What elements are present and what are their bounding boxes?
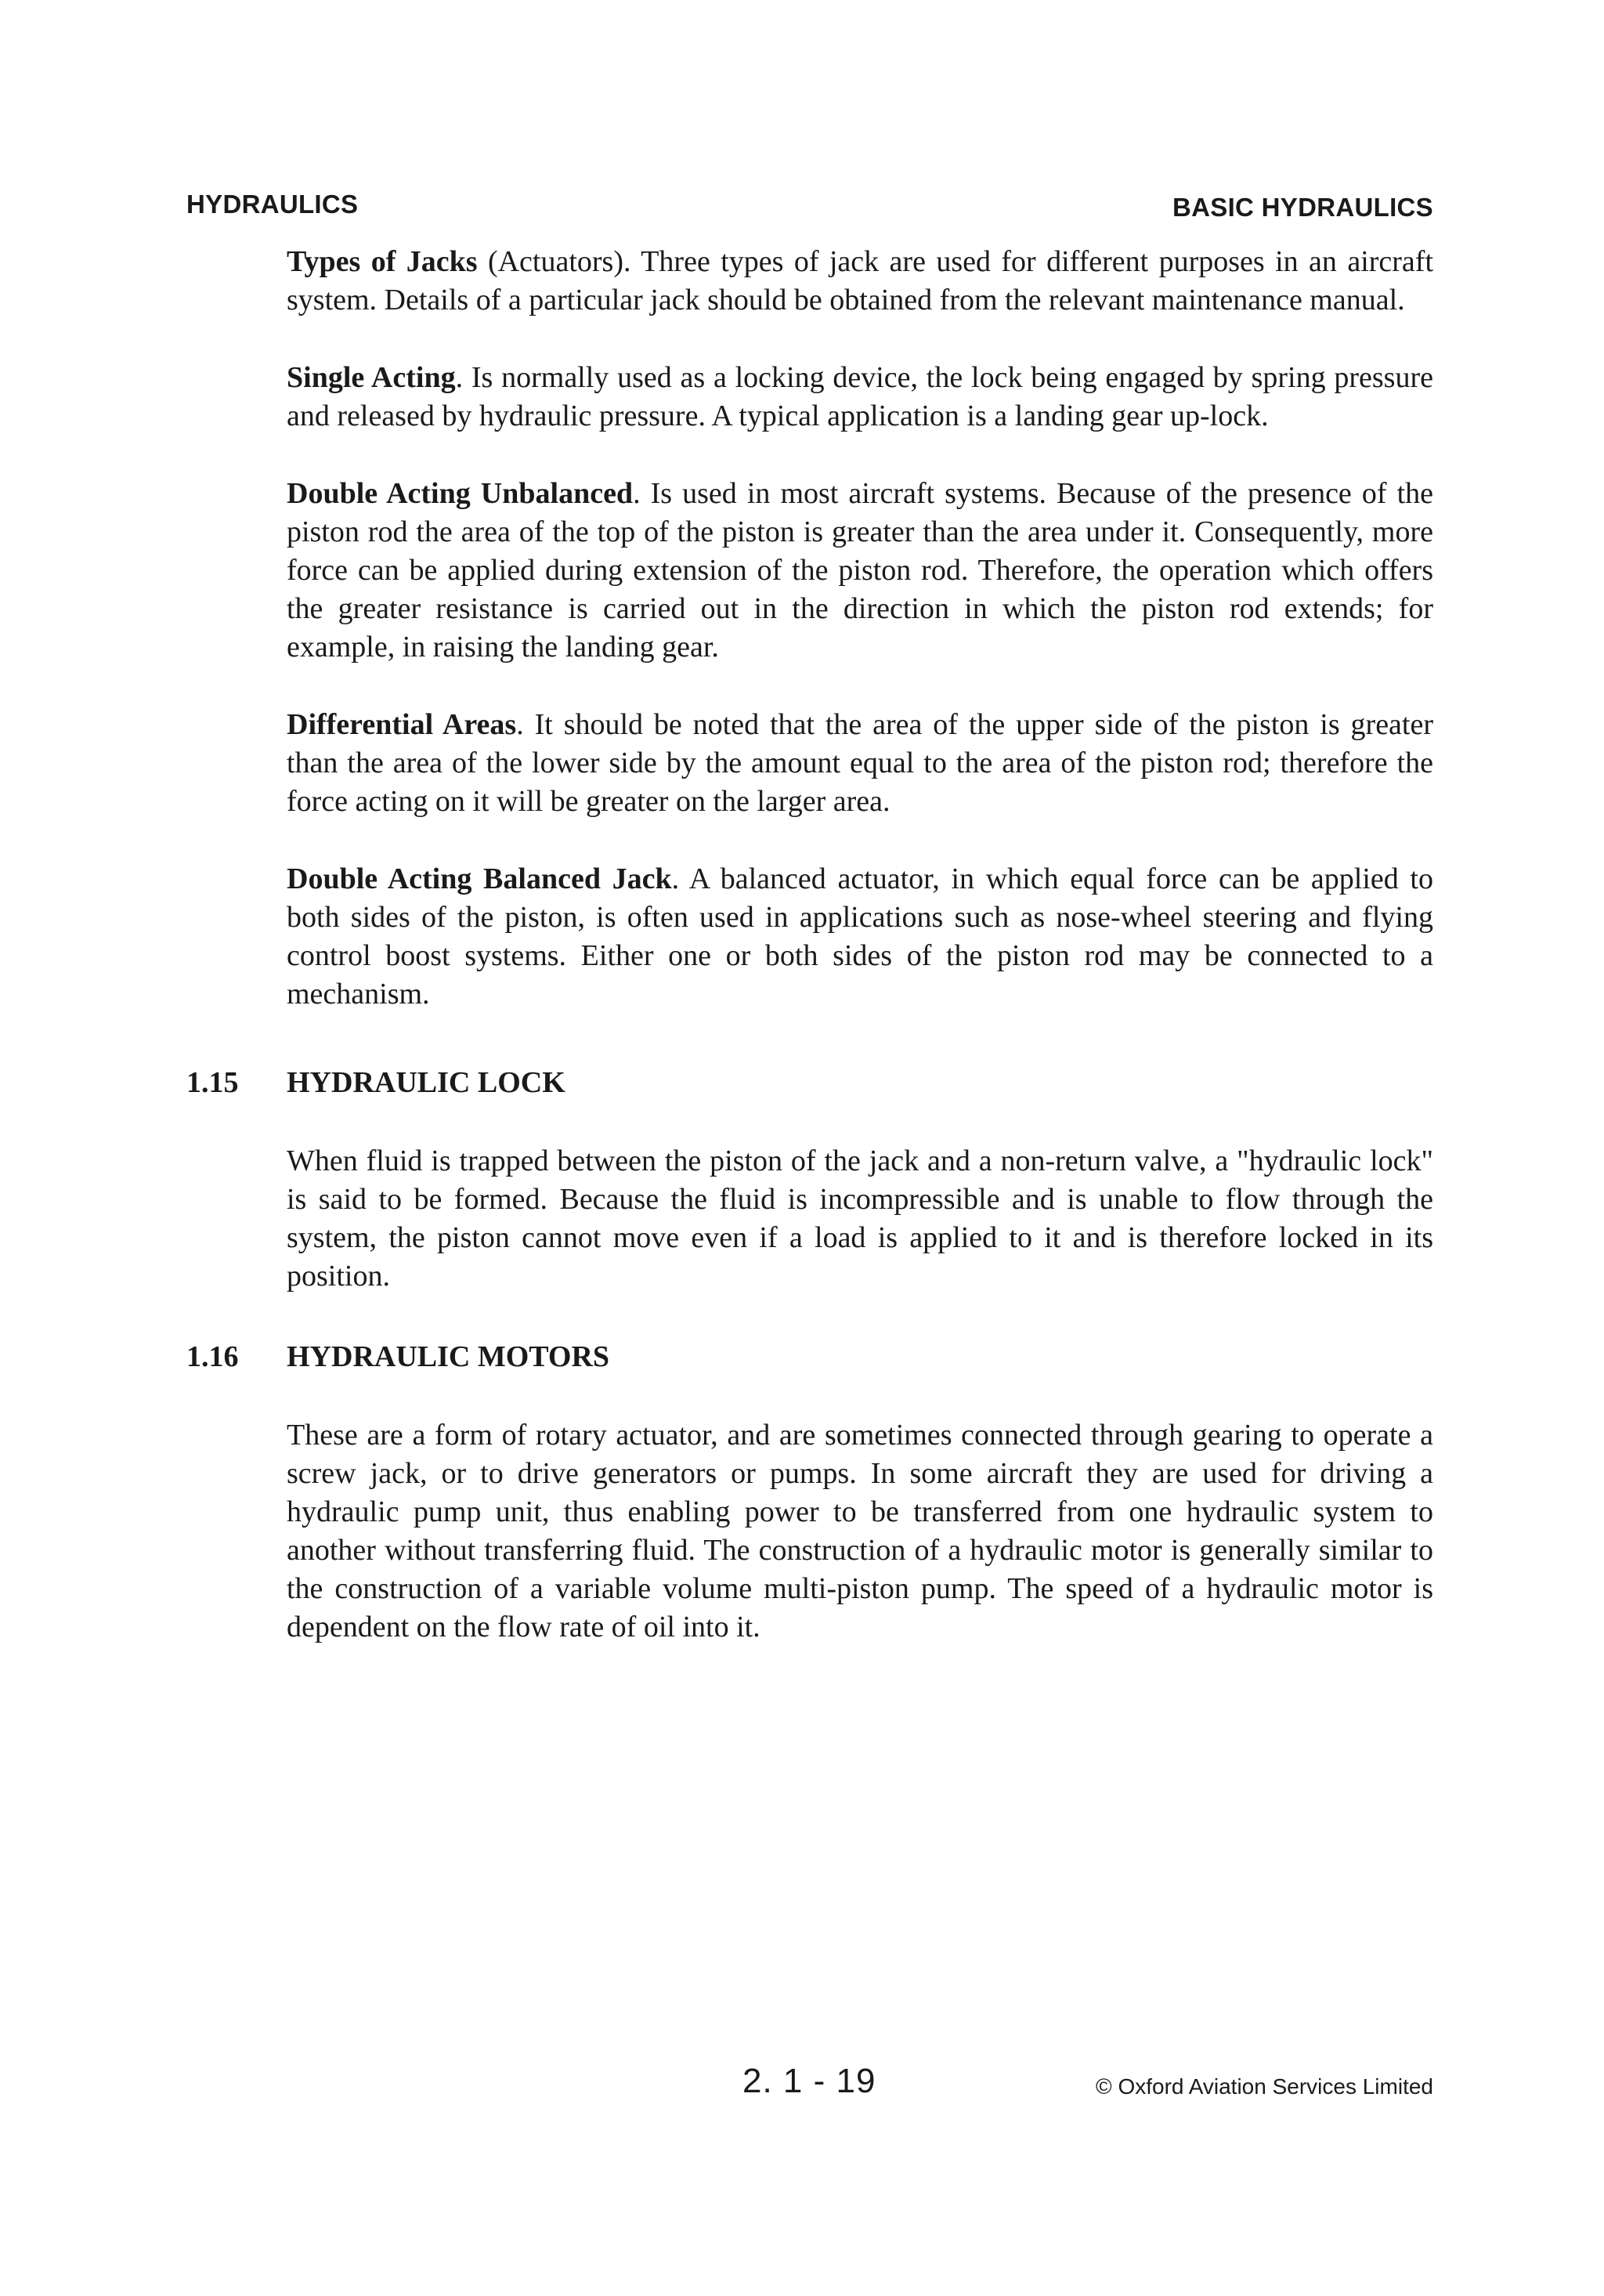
paragraph-double-acting-unbalanced xyxy=(287,475,1433,667)
running-header-left: HYDRAULICS xyxy=(186,190,359,219)
paragraph-text: . Is normally used as a locking device, the lock being engaged by spring pressure and released by hydraulic pressure. A typical application is a landing gear up-lock. xyxy=(287,361,1433,432)
paragraph-single-acting xyxy=(287,359,1433,436)
paragraph-term: Single Acting xyxy=(287,361,456,394)
section-body-hydraulic-lock: When fluid is trapped between the piston of the jack and a non-return valve, a "hydraulic lock" is said to be formed. Because the fluid is incompressible and is unable to flow through the system, the piston cannot move even if a load is applied to it and is therefore locked in its position. xyxy=(287,1144,1433,1293)
section-title: HYDRAULIC MOTORS xyxy=(287,1340,610,1373)
section-number: 1.15 xyxy=(186,1066,239,1099)
paragraph-term: Double Acting Balanced Jack xyxy=(287,862,672,895)
paragraph-differential-areas xyxy=(287,706,1433,821)
paragraph-term: Types of Jacks xyxy=(287,245,478,278)
page-number: 2. 1 - 19 xyxy=(742,2062,876,2100)
paragraph-text: . Is used in most aircraft systems. Because of the presence of the piston rod the area of the top of the piston is greater than the area under it. Consequently, more force can be applied during extension of the piston rod. Therefore, the operation which offers the greater resistance is carried out in the direction in which the piston rod extends; for example, in raising the landing gear. xyxy=(287,477,1433,663)
paragraph-text: . It should be noted that the area of the upper side of the piston is greater than the area of the lower side by the amount equal to the area of the piston rod; therefore the force acting on it will be greater on the larger area. xyxy=(287,708,1434,818)
paragraph-double-acting-balanced xyxy=(287,860,1433,1014)
paragraph-term: Differential Areas xyxy=(287,708,517,741)
paragraph-types-of-jacks xyxy=(287,243,1433,320)
section-body-hydraulic-motors: These are a form of rotary actuator, and are sometimes connected through gearing to operate a screw jack, or to drive generators or pumps. In some aircraft they are used for driving a hydraulic pump unit, thus enabling power to be transferred from one hydraulic system to another without transferring fluid. The construction of a hydraulic motor is generally similar to the construction of a variable volume multi-piston pump. The speed of a hydraulic motor is dependent on the flow rate of oil into it. xyxy=(287,1419,1433,1643)
section-number: 1.16 xyxy=(186,1340,239,1373)
paragraph-text: (Actuators). Three types of jack are used for different purposes in an aircraft system. Details of a particular jack should be obtained from the relevant maintenance manual. xyxy=(287,245,1434,316)
paragraph-term: Double Acting Unbalanced xyxy=(287,477,634,510)
running-header-right: BASIC HYDRAULICS xyxy=(1172,193,1433,222)
paragraph-text: . A balanced actuator, in which equal force can be applied to both sides of the piston, is often used in applications such as nose-wheel steering and flying control boost systems. Either one or both sides of the piston rod may be connected to a mechanism. xyxy=(287,862,1433,1011)
intro-content xyxy=(287,243,1433,1053)
section-title: HYDRAULIC LOCK xyxy=(287,1066,565,1099)
copyright-notice: © Oxford Aviation Services Limited xyxy=(1096,2074,1433,2099)
